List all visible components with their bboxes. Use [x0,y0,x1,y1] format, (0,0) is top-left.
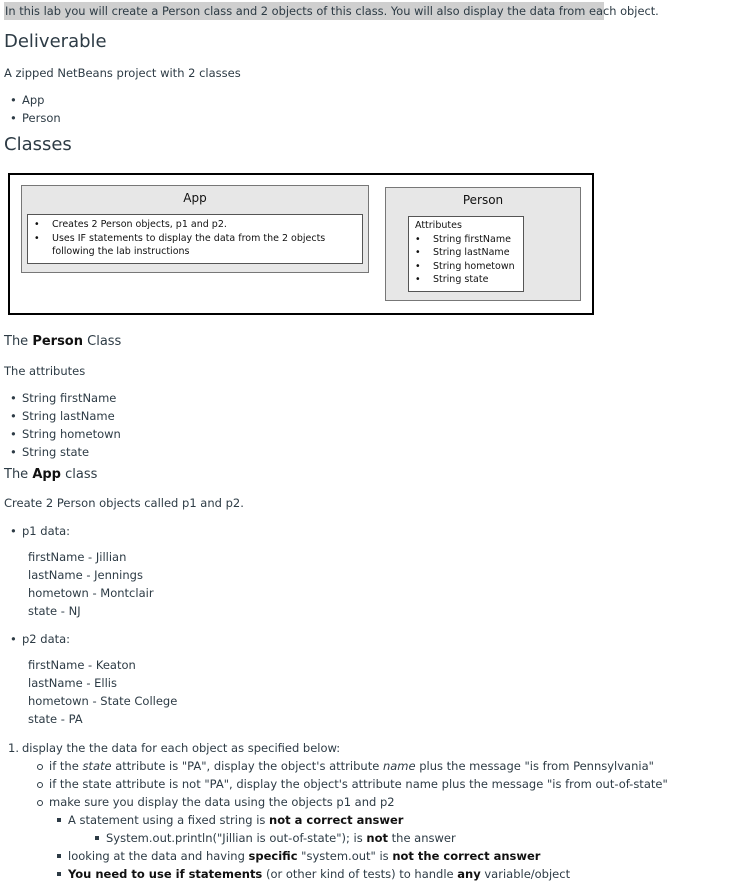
app-class-box [21,185,369,273]
deliverable-list [4,91,61,127]
p1-list [4,522,70,540]
list-item: • String lastName [409,246,523,260]
instructions-list [8,739,708,883]
step-bullet [8,775,708,793]
person-class-title: Person [462,193,504,207]
person-attributes-text-list [4,389,121,461]
app-class-list [27,214,363,264]
app-class-title: App [183,191,207,205]
p2-label: • p2 data: [4,630,70,648]
list-item: • Creates 2 Person objects, p1 and p2. [28,218,362,232]
deliverable-heading: Deliverable [4,31,107,52]
subbullet-text: You need to use if statements (or other kind of tests) to handle any variable/object [68,867,571,881]
step-subbullet [8,811,708,829]
step-subsubbullet [8,829,708,847]
step-number: 1. [8,741,19,755]
p1-line: state - NJ [28,604,81,618]
p2-list [4,630,70,648]
bullet-text: make sure you display the data using the objects p1 and p2 [49,795,395,809]
list-item: • String state [409,273,523,287]
list-item: • String hometown [4,425,121,443]
list-item [28,245,362,259]
app-class-heading: The App class [4,467,98,482]
app-class-text: Create 2 Person objects called p1 and p2. [4,496,244,510]
p2-line: firstName - Keaton [28,658,136,672]
person-class-heading: The Person Class [4,334,122,349]
attributes-label: Attributes [415,220,462,231]
subsubbullet-text: System.out.println("Jillian is out-of-state"); is not the answer [106,831,456,845]
p2-line: state - PA [28,712,83,726]
step-1 [8,739,708,757]
subbullet-text: looking at the data and having specific "system.out" is not the correct answer [68,849,541,863]
step-bullet [8,757,708,775]
subbullet-text: A statement using a fixed string is not a correct answer [68,813,404,827]
step-bullet [8,793,708,811]
list-item: • String firstName [409,233,523,247]
p2-line: lastName - Ellis [28,676,117,690]
p2-data [28,656,177,728]
classes-heading: Classes [4,134,72,155]
list-item: • Uses IF statements to display the data from the 2 objects [28,232,362,246]
p1-data [28,548,154,620]
p1-line: firstName - Jillian [28,550,127,564]
step-subbullet [8,865,708,883]
p1-line: lastName - Jennings [28,568,143,582]
bullet-text: if the state attribute is "PA", display the object's attribute name plus the message "is from Pennsylvania" [49,759,654,773]
list-item: • Person [4,109,61,127]
step-text: display the the data for each object as specified below: [22,741,341,755]
p1-label: • p1 data: [4,522,70,540]
class-diagram [8,173,594,315]
p2-line: hometown - State College [28,694,178,708]
attributes-subheading: The attributes [4,364,86,378]
person-attributes-box [408,216,524,292]
intro-text: In this lab you will create a Person class and 2 objects of this class. You will also display the data from each object. [5,4,659,18]
person-attributes-list [409,233,523,287]
deliverable-text: A zipped NetBeans project with 2 classes [4,66,241,80]
list-item: • App [4,91,61,109]
list-item: • String lastName [4,407,121,425]
person-class-box [385,187,581,301]
bullet-text: if the state attribute is not "PA", display the object's attribute name plus the message "is from out-of-state" [49,777,668,791]
list-item: • String hometown [409,260,523,274]
p1-line: hometown - Montclair [28,586,154,600]
list-item-continuation: following the lab instructions [52,246,190,257]
list-item: • String state [4,443,121,461]
list-item: • String firstName [4,389,121,407]
step-subbullet [8,847,708,865]
